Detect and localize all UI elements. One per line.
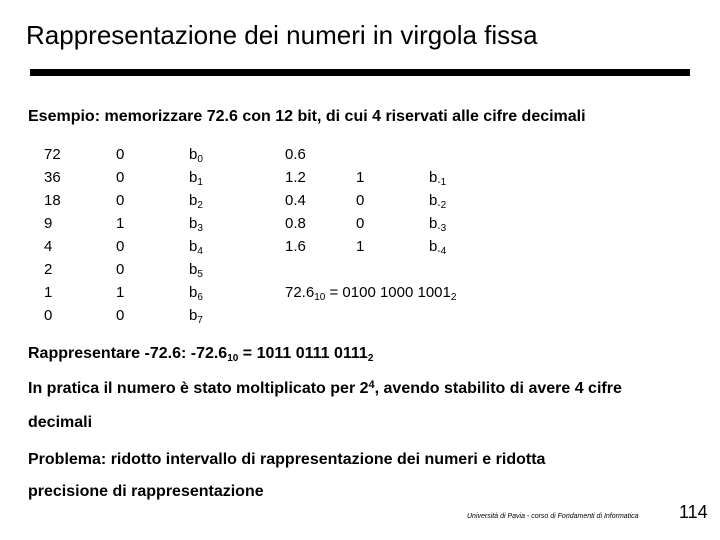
fraction-digit: 1 — [356, 238, 365, 255]
fraction-value: 1.2 — [285, 169, 306, 186]
quotient: 4 — [44, 238, 53, 255]
remainder: 0 — [116, 169, 125, 186]
bit-label: $b_4$ — [189, 238, 203, 257]
fraction-digits-column — [356, 166, 364, 258]
page-number: 114 — [679, 502, 708, 522]
footer-credit: Università di Pavia - corso di Fondamenti di Informatica — [467, 513, 639, 520]
problem-line-1: Problema: ridotto intervallo di rappresentazione dei numeri e ridotta — [28, 451, 546, 468]
quotient: 2 — [44, 261, 53, 278]
fraction-digit: 0 — [356, 215, 365, 232]
fraction-digit: 1 — [356, 169, 365, 186]
title-underline — [30, 69, 690, 76]
note-line-2: decimali — [28, 414, 93, 431]
quotients-column — [44, 143, 61, 327]
page-title: Rappresentazione dei numeri in virgola fissa — [26, 20, 538, 50]
quotient: 72 — [44, 146, 61, 163]
fraction-value: 0.4 — [285, 192, 306, 209]
remainder: 0 — [116, 146, 125, 163]
remainder: 0 — [116, 192, 125, 209]
remainder: 1 — [116, 284, 125, 301]
remainders-column — [116, 143, 124, 327]
remainder: 0 — [116, 261, 125, 278]
bit-label: $b_7$ — [189, 307, 203, 326]
remainder: 0 — [116, 238, 125, 255]
bit-label: $b_1$ — [189, 169, 203, 188]
fraction-values-column — [285, 143, 306, 258]
quotient: 9 — [44, 215, 53, 232]
bit-label: $b_2$ — [189, 192, 203, 211]
fraction-value: 1.6 — [285, 238, 306, 255]
example-statement: Esempio: memorizzare 72.6 con 12 bit, di cui 4 riservati alle cifre decimali — [28, 108, 586, 125]
negative-representation: Rappresentare -72.6: $-72.6_{10} = 1011$ 0111 $0111_2$ — [28, 345, 374, 364]
quotient: 0 — [44, 307, 53, 324]
note-line-1: In pratica il numero è stato moltiplicato per $2^4$, avendo stabilito di avere 4 cifre — [28, 379, 622, 397]
fraction-bit-labels-column — [429, 166, 446, 258]
quotient: 1 — [44, 284, 53, 301]
fraction-digit: 0 — [356, 192, 365, 209]
fraction-value: 0.6 — [285, 146, 306, 163]
bit-label: $b_{-1}$ — [429, 169, 447, 188]
result-equation: $72.6_{10} = 0100$ 1000 $1001_2$ — [285, 284, 457, 303]
bit-label: $b_6$ — [189, 284, 203, 303]
quotient: 18 — [44, 192, 61, 209]
bit-label: $b_5$ — [189, 261, 203, 280]
fraction-value: 0.8 — [285, 215, 306, 232]
remainder: 1 — [116, 215, 125, 232]
bit-label: $b_{-2}$ — [429, 192, 447, 211]
bit-label: $b_0$ — [189, 146, 203, 165]
integer-bit-labels-column — [189, 143, 203, 327]
problem-line-2: precisione di rappresentazione — [28, 483, 264, 500]
quotient: 36 — [44, 169, 61, 186]
bit-label: $b_3$ — [189, 215, 203, 234]
remainder: 0 — [116, 307, 125, 324]
bit-label: $b_{-4}$ — [429, 238, 447, 257]
bit-label: $b_{-3}$ — [429, 215, 447, 234]
